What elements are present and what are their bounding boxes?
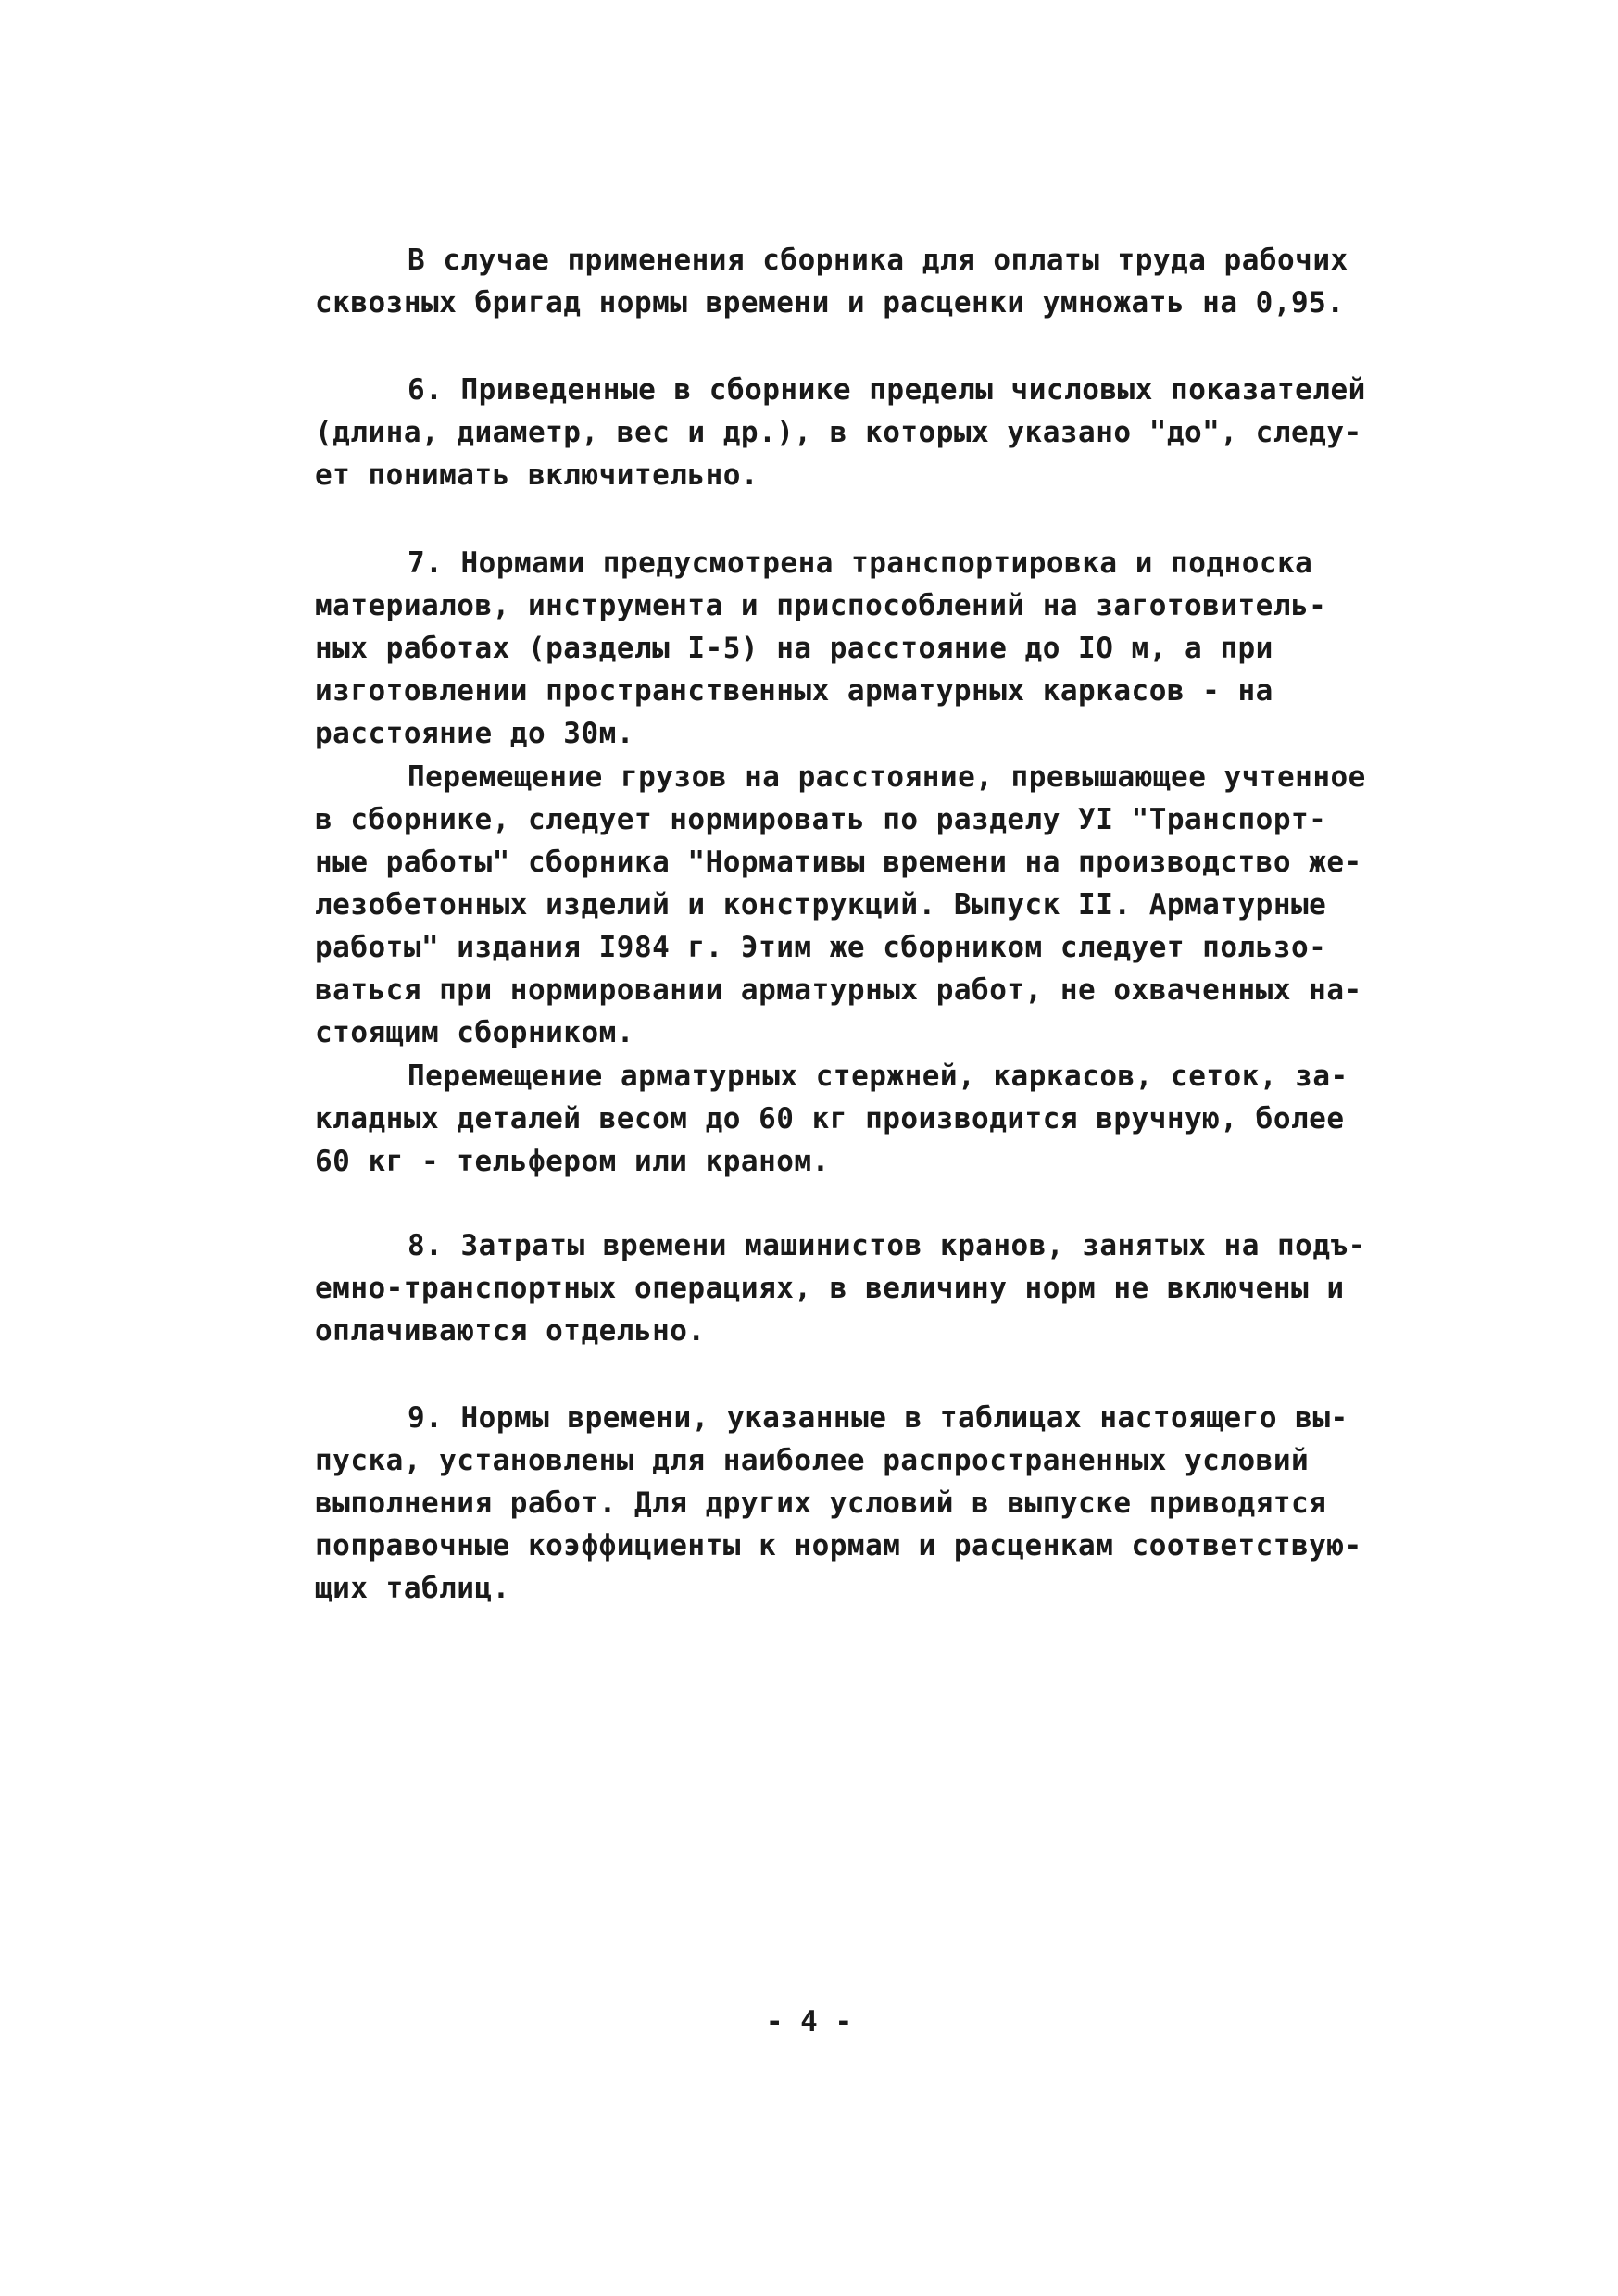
paragraph-line: В случае применения сборника для оплаты труда рабочих <box>408 244 1348 277</box>
paragraph-line: в сборнике, следует нормировать по разделу УI "Транспорт- <box>315 803 1327 836</box>
paragraph-line: 8. Затраты времени машинистов кранов, занятых на подъ- <box>408 1229 1366 1262</box>
paragraph-6 <box>315 369 1394 496</box>
paragraph-line: пуска, установлены для наиболее распространенных условий <box>315 1444 1310 1477</box>
paragraph-7-rebar <box>315 1055 1394 1183</box>
paragraph-line: 60 кг - тельфером или краном. <box>315 1145 830 1178</box>
paragraph-9 <box>315 1397 1394 1610</box>
paragraph-line: изготовлении пространственных арматурных каркасов - на <box>315 674 1273 708</box>
paragraph-line: 6. Приведенные в сборнике пределы числовых показателей <box>408 373 1366 407</box>
paragraph-line: лезобетонных изделий и конструкций. Выпуск II. Арматурные <box>315 888 1327 922</box>
paragraph-8 <box>315 1224 1394 1352</box>
paragraph-line: щих таблиц. <box>315 1572 510 1605</box>
paragraph-line: емно-транспортных операциях, в величину норм не включены и <box>315 1272 1345 1305</box>
paragraph-line: 9. Нормы времени, указанные в таблицах настоящего вы- <box>408 1401 1348 1435</box>
paragraph-line: выполнения работ. Для других условий в выпуске приводятся <box>315 1487 1327 1520</box>
paragraph-7-cargo <box>315 756 1394 1054</box>
paragraph-line: стоящим сборником. <box>315 1016 634 1049</box>
paragraph-line: сквозных бригад нормы времени и расценки умножать на 0,95. <box>315 286 1345 320</box>
paragraph-line: поправочные коэффициенты к нормам и расценкам соответствую- <box>315 1529 1362 1562</box>
paragraph-line: 7. Нормами предусмотрена транспортировка и подноска <box>408 546 1313 580</box>
paragraph-line: ваться при нормировании арматурных работ, не охваченных на- <box>315 973 1362 1007</box>
page-number: - 4 - <box>765 2005 853 2039</box>
paragraph-line: оплачиваются отдельно. <box>315 1314 706 1348</box>
paragraph-line: материалов, инструмента и приспособлений на заготовитель- <box>315 589 1327 622</box>
paragraph-line: кладных деталей весом до 60 кг производится вручную, более <box>315 1102 1345 1135</box>
paragraph-line: ных работах (разделы I-5) на расстояние до IO м, а при <box>315 632 1273 665</box>
paragraph-line: ные работы" сборника "Нормативы времени на производство же- <box>315 846 1362 879</box>
paragraph-line: ет понимать включительно. <box>315 458 759 492</box>
paragraph-line: расстояние до 30м. <box>315 717 634 750</box>
paragraph-line: (длина, диаметр, вес и др.), в которых указано "до", следу- <box>315 416 1362 449</box>
paragraph-brigade-coefficient <box>315 239 1394 324</box>
paragraph-line: Перемещение арматурных стержней, каркасов, сеток, за- <box>408 1060 1348 1093</box>
paragraph-7 <box>315 542 1394 755</box>
paragraph-line: Перемещение грузов на расстояние, превышающее учтенное <box>408 760 1366 794</box>
paragraph-line: работы" издания I984 г. Этим же сборником следует пользо- <box>315 931 1327 964</box>
